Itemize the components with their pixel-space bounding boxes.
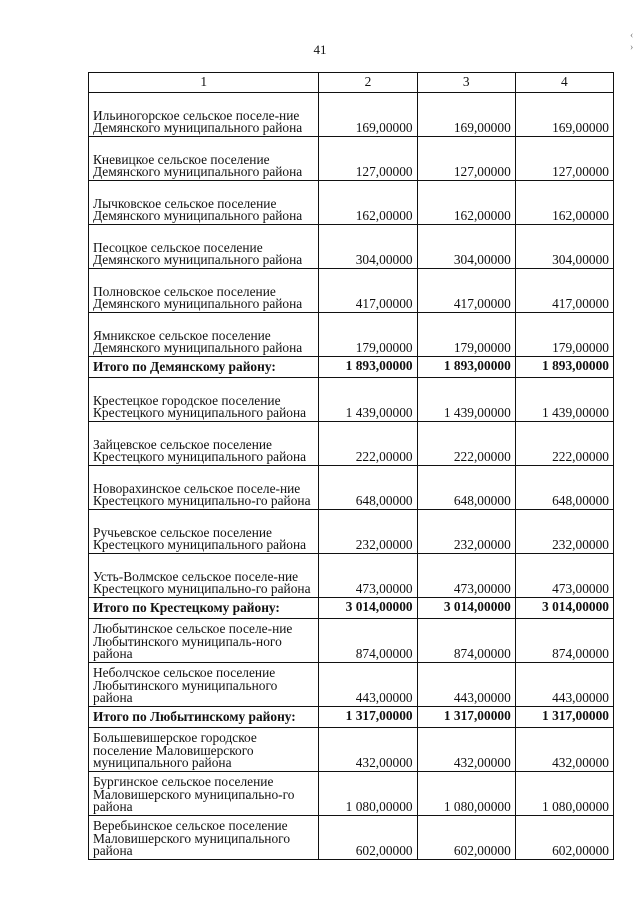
value-col-2: 443,00000 bbox=[319, 663, 417, 707]
value-col-3: 602,00000 bbox=[417, 816, 515, 860]
table-row bbox=[89, 554, 614, 598]
settlement-name: Полновское сельское поселение Демянского муниципального района bbox=[89, 269, 319, 313]
value-col-2: 222,00000 bbox=[319, 422, 417, 466]
settlement-name: Любытинское сельское поселе-ние Любытинского муниципаль-ного района bbox=[89, 619, 319, 663]
value-col-3: 304,00000 bbox=[417, 225, 515, 269]
value-col-3: 443,00000 bbox=[417, 663, 515, 707]
value-col-4: 432,00000 bbox=[515, 728, 613, 772]
settlement-name: Ильиногорское сельское поселе-ние Демянского муниципального района bbox=[89, 93, 319, 137]
value-col-3: 3 014,00000 bbox=[417, 598, 515, 619]
settlement-name: Ручьевское сельское поселение Крестецкого муниципального района bbox=[89, 510, 319, 554]
table-row bbox=[89, 510, 614, 554]
header-col-4: 4 bbox=[515, 73, 613, 93]
value-col-3: 222,00000 bbox=[417, 422, 515, 466]
value-col-3: 432,00000 bbox=[417, 728, 515, 772]
header-col-1: 1 bbox=[89, 73, 319, 93]
value-col-3: 1 317,00000 bbox=[417, 707, 515, 728]
value-col-3: 232,00000 bbox=[417, 510, 515, 554]
value-col-3: 648,00000 bbox=[417, 466, 515, 510]
value-col-4: 3 014,00000 bbox=[515, 598, 613, 619]
value-col-4: 874,00000 bbox=[515, 619, 613, 663]
value-col-3: 127,00000 bbox=[417, 137, 515, 181]
table-row bbox=[89, 137, 614, 181]
value-col-2: 162,00000 bbox=[319, 181, 417, 225]
value-col-2: 648,00000 bbox=[319, 466, 417, 510]
value-col-3: 1 893,00000 bbox=[417, 357, 515, 378]
value-col-3: 874,00000 bbox=[417, 619, 515, 663]
value-col-2: 1 439,00000 bbox=[319, 378, 417, 422]
budget-table bbox=[88, 72, 614, 860]
total-label: Итого по Демянскому району: bbox=[89, 357, 319, 378]
value-col-3: 473,00000 bbox=[417, 554, 515, 598]
total-row bbox=[89, 357, 614, 378]
table-row bbox=[89, 313, 614, 357]
value-col-2: 874,00000 bbox=[319, 619, 417, 663]
settlement-name: Ямникское сельское поселение Демянского муниципального района bbox=[89, 313, 319, 357]
settlement-name: Песоцкое сельское поселение Демянского муниципального района bbox=[89, 225, 319, 269]
settlement-name: Веребьинское сельское поселение Маловишерского муниципального района bbox=[89, 816, 319, 860]
table-row bbox=[89, 93, 614, 137]
value-col-4: 443,00000 bbox=[515, 663, 613, 707]
value-col-2: 1 317,00000 bbox=[319, 707, 417, 728]
page-number: 41 bbox=[313, 42, 327, 57]
value-col-2: 417,00000 bbox=[319, 269, 417, 313]
total-row bbox=[89, 598, 614, 619]
margin-marks: ‹ › bbox=[630, 30, 634, 53]
settlement-name: Большевишерское городское поселение Маловишерского муниципального района bbox=[89, 728, 319, 772]
settlement-name: Крестецкое городское поселение Крестецкого муниципального района bbox=[89, 378, 319, 422]
table-body bbox=[89, 93, 614, 860]
table-row bbox=[89, 816, 614, 860]
settlement-name: Бургинское сельское поселение Маловишерского муниципально-го района bbox=[89, 772, 319, 816]
value-col-3: 1 080,00000 bbox=[417, 772, 515, 816]
value-col-4: 1 080,00000 bbox=[515, 772, 613, 816]
table-row bbox=[89, 422, 614, 466]
value-col-4: 169,00000 bbox=[515, 93, 613, 137]
settlement-name: Новорахинское сельское поселе-ние Крестецкого муниципально-го района bbox=[89, 466, 319, 510]
value-col-4: 1 317,00000 bbox=[515, 707, 613, 728]
settlement-name: Зайцевское сельское поселение Крестецкого муниципального района bbox=[89, 422, 319, 466]
value-col-2: 179,00000 bbox=[319, 313, 417, 357]
value-col-2: 602,00000 bbox=[319, 816, 417, 860]
table-row bbox=[89, 378, 614, 422]
settlement-name: Кневицкое сельское поселение Демянского муниципального района bbox=[89, 137, 319, 181]
value-col-4: 179,00000 bbox=[515, 313, 613, 357]
value-col-2: 169,00000 bbox=[319, 93, 417, 137]
total-row bbox=[89, 707, 614, 728]
value-col-2: 232,00000 bbox=[319, 510, 417, 554]
value-col-4: 602,00000 bbox=[515, 816, 613, 860]
value-col-2: 473,00000 bbox=[319, 554, 417, 598]
table-row bbox=[89, 663, 614, 707]
value-col-4: 648,00000 bbox=[515, 466, 613, 510]
value-col-4: 127,00000 bbox=[515, 137, 613, 181]
value-col-4: 162,00000 bbox=[515, 181, 613, 225]
table-row bbox=[89, 466, 614, 510]
settlement-name: Лычковское сельское поселение Демянского муниципального района bbox=[89, 181, 319, 225]
value-col-3: 179,00000 bbox=[417, 313, 515, 357]
settlement-name: Усть-Волмское сельское поселе-ние Крестецкого муниципально-го района bbox=[89, 554, 319, 598]
value-col-2: 1 080,00000 bbox=[319, 772, 417, 816]
value-col-4: 417,00000 bbox=[515, 269, 613, 313]
value-col-2: 432,00000 bbox=[319, 728, 417, 772]
value-col-4: 473,00000 bbox=[515, 554, 613, 598]
table-row bbox=[89, 269, 614, 313]
header-row bbox=[89, 73, 614, 93]
value-col-2: 3 014,00000 bbox=[319, 598, 417, 619]
value-col-2: 1 893,00000 bbox=[319, 357, 417, 378]
total-label: Итого по Крестецкому району: bbox=[89, 598, 319, 619]
table-row bbox=[89, 181, 614, 225]
table-row bbox=[89, 225, 614, 269]
value-col-4: 232,00000 bbox=[515, 510, 613, 554]
value-col-3: 1 439,00000 bbox=[417, 378, 515, 422]
header-col-3: 3 bbox=[417, 73, 515, 93]
table-row bbox=[89, 772, 614, 816]
value-col-4: 1 439,00000 bbox=[515, 378, 613, 422]
value-col-3: 162,00000 bbox=[417, 181, 515, 225]
value-col-4: 1 893,00000 bbox=[515, 357, 613, 378]
value-col-2: 304,00000 bbox=[319, 225, 417, 269]
value-col-4: 222,00000 bbox=[515, 422, 613, 466]
header-col-2: 2 bbox=[319, 73, 417, 93]
settlement-name: Неболчское сельское поселение Любытинского муниципального района bbox=[89, 663, 319, 707]
value-col-3: 417,00000 bbox=[417, 269, 515, 313]
table-row bbox=[89, 619, 614, 663]
value-col-3: 169,00000 bbox=[417, 93, 515, 137]
total-label: Итого по Любытинскому району: bbox=[89, 707, 319, 728]
value-col-2: 127,00000 bbox=[319, 137, 417, 181]
value-col-4: 304,00000 bbox=[515, 225, 613, 269]
table-row bbox=[89, 728, 614, 772]
